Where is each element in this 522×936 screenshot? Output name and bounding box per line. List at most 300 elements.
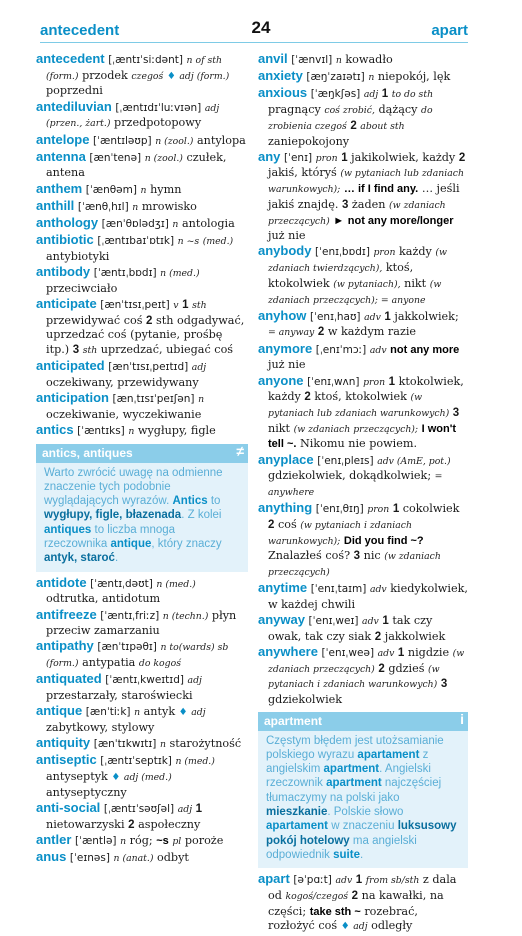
entry-text: ♦ bbox=[178, 707, 188, 719]
entry-text: , który znaczy bbox=[151, 538, 222, 551]
entry-text: już nie bbox=[268, 358, 306, 372]
entry-text: adv bbox=[369, 584, 387, 596]
entry-anymore bbox=[258, 342, 468, 373]
entry-text: (w zdaniach przeczących); bbox=[293, 423, 419, 435]
entry-text: Warto zwrócić uwagę na odmienne znaczenie tych podobnie wyglądających wyrazów. bbox=[44, 466, 223, 508]
entry-text: przeciwciało bbox=[46, 281, 118, 295]
entry-text: z dala od bbox=[268, 873, 457, 902]
entry-text: antifreeze bbox=[36, 606, 97, 622]
entry-text: [ˈænθˌhɪl] bbox=[77, 200, 129, 213]
entry-text: [ˈæntɪˌkweɪtɪd] bbox=[105, 674, 184, 687]
entry-anyhow bbox=[258, 309, 468, 341]
entry-text: anything bbox=[258, 500, 313, 516]
entry-text: antidote bbox=[36, 574, 87, 590]
entry-text: jakiś, któryś bbox=[268, 166, 337, 180]
note-box-apartment bbox=[258, 712, 468, 868]
entry-text: przewidywać coś bbox=[46, 313, 143, 327]
note-box-body bbox=[258, 731, 468, 863]
entry-text: antiques bbox=[44, 523, 92, 536]
entry-text: pron bbox=[367, 504, 390, 516]
entry-text: uprzedzać, ubiegać coś bbox=[100, 343, 234, 357]
entry-text: (w pytaniach lub zdaniach warunkowych) bbox=[268, 392, 450, 419]
entry-text: 2 bbox=[128, 818, 135, 831]
entry-text: antyseptyczny bbox=[46, 785, 127, 799]
entry-text: (w pytaniach i zdaniach warunkowych) bbox=[268, 663, 440, 691]
entry-text: anytime bbox=[258, 580, 308, 596]
entry-text: 1 bbox=[384, 310, 391, 323]
entry-text: hymn bbox=[150, 182, 182, 196]
entry-text: 1 bbox=[182, 299, 189, 312]
entry-text: kowadło bbox=[345, 53, 393, 66]
entry-text: 3 bbox=[452, 406, 460, 419]
entry-anyplace bbox=[258, 453, 468, 501]
entry-text: apartament bbox=[266, 820, 328, 833]
entry-text: [ˈenɪˌθɪŋ] bbox=[315, 503, 364, 516]
entry-text: wygłupy, figle, błazenada bbox=[44, 509, 182, 522]
entry-text: [ˈenɪˌweɪ] bbox=[308, 615, 359, 628]
entry-anvil bbox=[258, 52, 468, 69]
entry-text: antics bbox=[36, 422, 74, 438]
entry-text: adv bbox=[364, 311, 381, 323]
entry-text: 2 bbox=[458, 151, 466, 164]
entry-anticipate bbox=[36, 297, 248, 359]
entry-antibiotic bbox=[36, 233, 248, 264]
entry-text: nietowarzyski bbox=[46, 817, 125, 831]
entry-text: antiquity bbox=[36, 735, 91, 751]
entry-text: anti-social bbox=[36, 800, 101, 815]
entry-text: antecedent bbox=[36, 51, 105, 66]
entry-text: sth odgadywać, uprzedzać coś (pytanie, prośbę itp.) bbox=[46, 313, 245, 357]
not-equal-icon: ≠ bbox=[236, 442, 244, 459]
entry-text: adj bbox=[177, 804, 193, 815]
entry-text: przedpotopowy bbox=[114, 116, 202, 130]
entry-text: n (med.) bbox=[156, 578, 196, 590]
entry-text: ♦ bbox=[111, 772, 121, 784]
entry-text: n bbox=[140, 184, 147, 196]
entry-text: 2 bbox=[268, 518, 275, 531]
entry-anticipated bbox=[36, 359, 248, 390]
entry-text: [æŋˈzaɪətɪ] bbox=[306, 71, 365, 84]
entry-text: adv bbox=[377, 648, 395, 660]
entry-text: antelope bbox=[36, 131, 90, 147]
entry-text: anyhow bbox=[258, 307, 307, 323]
entry-anywhere bbox=[258, 645, 468, 708]
entry-text: dążący bbox=[378, 103, 418, 117]
entry-text: n (zool.) bbox=[144, 152, 183, 164]
entry-text: anyone bbox=[258, 372, 304, 388]
entry-text: 1 bbox=[195, 803, 203, 815]
entry-text: antiseptic bbox=[36, 752, 97, 768]
entry-text: [ˌæntɪˈseptɪk] bbox=[100, 755, 172, 768]
entry-anything bbox=[258, 501, 468, 581]
entry-text: [ˌæntɪˈsəʊʃəl] bbox=[103, 803, 175, 815]
entry-anthology bbox=[36, 216, 248, 233]
entry-text: nikt bbox=[268, 421, 291, 435]
entry-antelope bbox=[36, 133, 248, 150]
entry-text: anvil bbox=[258, 51, 288, 66]
entry-text: gdziekolwiek bbox=[268, 693, 343, 707]
entry-text: 2 bbox=[351, 889, 359, 902]
entry-text: mieszkanie bbox=[266, 806, 328, 819]
entry-text: (w zdaniach przeczących) bbox=[268, 199, 446, 227]
entry-anytime bbox=[258, 581, 468, 612]
entry-text: pron bbox=[363, 376, 386, 388]
entry-text: adv bbox=[335, 875, 353, 887]
entry-text: najczęściej tłumaczymy na polski jako bbox=[266, 777, 442, 804]
entry-text: cokolwiek bbox=[402, 502, 460, 516]
entry-text: antyseptyk bbox=[46, 770, 108, 784]
left-column bbox=[36, 52, 248, 867]
entry-text: przestarzały, staroświecki bbox=[46, 689, 193, 703]
entry-text: kogoś/czegoś bbox=[285, 890, 349, 902]
entry-text: w znaczeniu bbox=[331, 820, 395, 833]
entry-antler bbox=[36, 833, 248, 850]
entry-text: [ˈænvɪl] bbox=[291, 54, 333, 66]
entry-text: [ˈenɪˌhaʊ] bbox=[309, 310, 361, 323]
entry-text: . Angielski rzeczownik bbox=[266, 763, 431, 790]
entry-text: płyn przeciw zamarzaniu bbox=[46, 608, 237, 638]
entry-text: 1 bbox=[388, 375, 396, 388]
entry-text: 3 bbox=[72, 344, 80, 357]
entry-text: anywhere bbox=[258, 644, 318, 660]
entry-text: adj bbox=[353, 921, 368, 933]
entry-text: pl bbox=[172, 835, 182, 847]
entry-anus bbox=[36, 850, 248, 867]
entry-text: róg; bbox=[129, 833, 153, 847]
right-column bbox=[258, 52, 468, 936]
entry-text: aspołeczny bbox=[138, 817, 201, 831]
entry-text: każdy bbox=[399, 245, 432, 259]
entry-text: 3 bbox=[341, 198, 349, 211]
entry-text: antics, antiques bbox=[42, 445, 133, 460]
entry-text: 1 bbox=[355, 874, 363, 887]
entry-text: [ˈæntɪləʊp] bbox=[93, 134, 152, 147]
entry-text: odbyt bbox=[157, 851, 189, 865]
entry-text: mrowisko bbox=[141, 199, 197, 213]
entry-antiquated bbox=[36, 672, 248, 703]
entry-text: [ˈæntɪks] bbox=[77, 425, 125, 438]
entry-text: adj bbox=[191, 362, 207, 374]
entry-text: [ˈeɪnəs] bbox=[69, 852, 110, 865]
entry-text: antylopa bbox=[196, 133, 246, 147]
entry-text: pron bbox=[373, 247, 396, 259]
entry-text: przodek bbox=[82, 68, 128, 82]
entry-text: starożytność bbox=[169, 737, 242, 751]
page-number: 24 bbox=[251, 18, 271, 37]
entry-text: adj bbox=[363, 89, 379, 101]
entry-text: from sb/sth bbox=[365, 875, 420, 887]
entry-text: [ˈenɪ] bbox=[283, 151, 313, 164]
entry-text: [ˌæntɪdɪˈluːvɪən] bbox=[115, 101, 202, 114]
entry-text: żaden bbox=[351, 197, 386, 211]
entry-text: . bbox=[114, 552, 119, 565]
entry-anticipation bbox=[36, 391, 248, 422]
entry-antics bbox=[36, 423, 248, 440]
entry-antibody bbox=[36, 265, 248, 296]
entry-text: to bbox=[210, 495, 221, 508]
entry-text: wygłupy, figle bbox=[137, 424, 216, 438]
entry-anxiety bbox=[258, 69, 468, 86]
entry-anyway bbox=[258, 613, 468, 644]
entry-text: [əˈpɑːt] bbox=[293, 874, 332, 887]
entry-text: [ænˈθɒlədʒɪ] bbox=[101, 218, 169, 231]
entry-text: n (techn.) bbox=[162, 610, 209, 622]
entry-antediluvian bbox=[36, 100, 248, 132]
entry-text: 2 bbox=[304, 391, 311, 404]
entry-text: n bbox=[120, 835, 127, 847]
entry-text: 1 bbox=[397, 647, 405, 660]
entry-text: ma angielski odpowiednik bbox=[266, 834, 417, 861]
entry-text: antipathy bbox=[36, 638, 94, 654]
entry-text: anxiety bbox=[258, 68, 303, 84]
entry-text: [ænˈtenə] bbox=[89, 151, 142, 164]
entry-text: any bbox=[258, 148, 281, 164]
entry-text: … jeśli jakiś znajdę. bbox=[268, 182, 460, 211]
entry-text: antique bbox=[110, 538, 152, 551]
entry-text: [ˈenɪˌwʌn] bbox=[307, 375, 360, 388]
header-rule bbox=[40, 42, 468, 43]
entry-text: [ænˈtɪsɪˌpeɪtɪd] bbox=[108, 361, 189, 374]
entry-text: antiquated bbox=[36, 671, 102, 687]
entry-text: rozebrać, rozłożyć coś bbox=[268, 904, 418, 933]
note-box-title bbox=[258, 712, 468, 731]
entry-text: n (zool.) bbox=[155, 135, 194, 147]
note-box-antics bbox=[36, 444, 248, 572]
entry-text: gdziekolwiek, dokądkolwiek; bbox=[268, 469, 432, 483]
entry-text: Częstym błędem jest utożsamianie polskiego wyrazu bbox=[266, 734, 444, 761]
arrow-icon: ► bbox=[333, 214, 345, 227]
entry-text: n (anat.) bbox=[113, 853, 154, 865]
entry-text: [ˌæntɪbaɪˈɒtɪk] bbox=[97, 235, 175, 248]
entry-text: [ˈenɪˌweə] bbox=[321, 647, 375, 660]
entry-text: 2 bbox=[146, 314, 153, 327]
entry-text: 1 bbox=[381, 88, 389, 101]
entry-text: [ˈæŋkʃəs] bbox=[310, 88, 361, 101]
entry-text: [ˈenɪˌbɒdɪ] bbox=[315, 246, 370, 259]
entry-anxious bbox=[258, 86, 468, 149]
entry-text: not any more bbox=[390, 343, 460, 356]
entry-text: n bbox=[172, 219, 179, 231]
entry-text: [ˌæntɪˈsiːdənt] bbox=[108, 54, 183, 66]
page-header bbox=[0, 0, 522, 44]
entry-text: [ænˈtiːk] bbox=[85, 706, 131, 719]
entry-text: poroże bbox=[184, 833, 224, 847]
entry-text: apartment bbox=[326, 777, 382, 790]
entry-text: tak czy owak, tak czy siak bbox=[268, 614, 433, 643]
entry-text: coś bbox=[277, 517, 297, 531]
entry-text: nikt bbox=[404, 276, 427, 290]
entry-text: n bbox=[335, 55, 342, 66]
entry-text: (w zdaniach twierdzących), bbox=[268, 247, 448, 275]
entry-text: adj bbox=[191, 707, 206, 719]
entry-text: antybiotyki bbox=[46, 249, 110, 263]
entry-text: … if I find any. bbox=[343, 183, 419, 196]
entry-text: apartment bbox=[323, 763, 380, 776]
entry-text: odtrutka, antidotum bbox=[46, 592, 161, 606]
entry-text: adj (form.) bbox=[179, 70, 230, 82]
entry-anthem bbox=[36, 182, 248, 199]
header-first-entry: antecedent bbox=[40, 22, 120, 39]
entry-text: oczekiwanie, wyczekiwanie bbox=[46, 407, 202, 421]
entry-text: . bbox=[359, 848, 364, 861]
entry-text: n bbox=[134, 707, 141, 719]
entry-text: gdzieś bbox=[388, 661, 425, 675]
entry-text: czułek, antena bbox=[46, 150, 227, 180]
entry-text: anyplace bbox=[258, 451, 314, 467]
entry-text: [ˈenɪˌtaɪm] bbox=[310, 583, 367, 596]
entry-text: (w zdaniach przeczących); = anyone bbox=[268, 278, 442, 306]
entry-text: antique bbox=[36, 703, 83, 719]
entry-text: Znalazłeś coś? bbox=[268, 549, 351, 563]
entry-text: anyway bbox=[258, 612, 305, 628]
entry-text: Nikomu nie powiem. bbox=[300, 437, 418, 451]
entry-text: take sth ~ bbox=[309, 905, 361, 918]
entry-text: 3 bbox=[440, 678, 448, 691]
entry-text: about sth bbox=[360, 120, 405, 132]
entry-text: 1 bbox=[392, 503, 400, 516]
entry-text: jakkolwiek bbox=[384, 629, 446, 643]
entry-text: adv (AmE, pot.) bbox=[377, 455, 451, 467]
entry-text: apartament bbox=[357, 748, 420, 761]
entry-text: antyk bbox=[143, 705, 176, 719]
entry-text: suite bbox=[333, 848, 360, 861]
entry-text: [ˌenɪˈmɔː] bbox=[315, 343, 367, 356]
entry-text: antologia bbox=[181, 217, 235, 231]
entry-text: ktoś, ktokolwiek bbox=[314, 390, 407, 404]
entry-text: zabytkowy, stylowy bbox=[46, 720, 155, 734]
entry-text: anymore bbox=[258, 340, 313, 356]
entry-anyone bbox=[258, 374, 468, 453]
entry-text: 2 bbox=[378, 662, 385, 675]
entry-text: anticipate bbox=[36, 296, 97, 312]
entry-text: [ˈæntlə] bbox=[74, 834, 117, 847]
entry-text: do kogoś bbox=[138, 658, 181, 670]
entry-text: ♦ bbox=[166, 70, 176, 82]
entry-text: [ˈæntɪˌbɒdɪ] bbox=[93, 267, 157, 280]
note-box-title bbox=[36, 444, 248, 463]
entry-text: 2 bbox=[374, 630, 382, 643]
entry-text: do zrobienia czegoś bbox=[268, 105, 433, 132]
entry-text: 2 bbox=[350, 119, 357, 132]
entry-text: 1 bbox=[382, 615, 389, 628]
entry-text: coś zrobić, bbox=[324, 105, 375, 117]
entry-text: n bbox=[198, 394, 205, 406]
entry-text: anticipated bbox=[36, 358, 105, 374]
entry-text: v bbox=[173, 300, 179, 312]
entry-antifreeze bbox=[36, 608, 248, 639]
entry-text: antenna bbox=[36, 148, 86, 164]
entry-text: antibiotic bbox=[36, 232, 94, 248]
note-box-body bbox=[36, 463, 248, 566]
entry-text: czegoś bbox=[131, 70, 164, 82]
entry-text: ♦ bbox=[340, 921, 350, 933]
entry-text: n bbox=[368, 72, 375, 84]
entry-text: adj bbox=[187, 675, 202, 687]
entry-text: anybody bbox=[258, 243, 312, 259]
entry-text: [ænˈtɪpəθɪ] bbox=[97, 641, 157, 654]
entry-text: ~s bbox=[156, 834, 169, 847]
entry-text: n (med.) bbox=[160, 268, 200, 280]
entry-text: [ænˈtɪkwɪtɪ] bbox=[93, 738, 157, 751]
entry-text: . Polskie słowo bbox=[327, 806, 404, 819]
entry-text: kiedykolwiek, w każdej chwili bbox=[268, 582, 468, 611]
entry-text: w każdym razie bbox=[327, 325, 417, 339]
entry-text: I won't tell ~. bbox=[268, 422, 457, 451]
entry-text: (w pytaniach), bbox=[333, 278, 401, 290]
entry-anybody bbox=[258, 244, 468, 308]
entry-text: [ˈænθəm] bbox=[85, 183, 137, 196]
entry-anthill bbox=[36, 199, 248, 216]
entry-text: anticipation bbox=[36, 390, 109, 406]
entry-any bbox=[258, 150, 468, 244]
info-icon: i bbox=[460, 710, 464, 727]
entry-text: (w zdaniach przeczących) bbox=[268, 648, 465, 675]
entry-text: ktokolwiek, każdy bbox=[268, 374, 464, 404]
entry-text: poprzedni bbox=[46, 84, 103, 98]
entry-text: n ~s bbox=[177, 236, 200, 248]
entry-text: adj (przen., żart.) bbox=[46, 102, 220, 130]
entry-text: niepokój, lęk bbox=[377, 70, 451, 84]
entry-text: anthology bbox=[36, 215, 99, 231]
entry-text: n bbox=[128, 426, 135, 438]
entry-text: antyk, staroć bbox=[44, 552, 115, 565]
entry-antecedent bbox=[36, 52, 248, 99]
entry-apart bbox=[258, 872, 468, 935]
entry-antique bbox=[36, 704, 248, 735]
entry-text: adj (med.) bbox=[123, 772, 172, 784]
entry-text: pron bbox=[315, 152, 338, 164]
entry-text: anus bbox=[36, 849, 67, 865]
header-last-entry: apart bbox=[431, 22, 468, 39]
entry-text: 2 bbox=[317, 326, 325, 339]
entry-text: antypatia bbox=[82, 656, 136, 670]
entry-antenna bbox=[36, 150, 248, 181]
entry-text: apart bbox=[258, 871, 290, 887]
entry-text: nic bbox=[363, 549, 381, 563]
entry-text: Antics bbox=[172, 495, 208, 508]
entry-text: adv bbox=[369, 344, 387, 356]
entry-antipathy bbox=[36, 639, 248, 671]
entry-text: n bbox=[132, 201, 139, 213]
entry-text: adv bbox=[362, 616, 379, 628]
entry-text: to do sth bbox=[391, 89, 434, 101]
entry-text: antibody bbox=[36, 264, 91, 280]
entry-text: nigdzie bbox=[407, 646, 450, 660]
entry-text: odległy bbox=[371, 919, 413, 933]
entry-text: z angielskim bbox=[266, 748, 429, 776]
entry-text: sth bbox=[82, 345, 98, 357]
entry-text: sth bbox=[192, 300, 207, 312]
entry-antiseptic bbox=[36, 753, 248, 800]
entry-text: antler bbox=[36, 831, 72, 847]
entry-antiquity bbox=[36, 736, 248, 753]
entry-text: [ˈenɪˌpleɪs] bbox=[317, 454, 374, 467]
entry-text: pragnący bbox=[268, 103, 321, 117]
entry-text: na kawałki, na części; bbox=[268, 888, 444, 918]
entry-text: apartment bbox=[264, 713, 323, 728]
entry-text: n bbox=[159, 739, 166, 751]
entry-text: to liczba mnoga rzeczownika bbox=[44, 523, 176, 551]
entry-text: . bbox=[181, 509, 185, 522]
entry-text: (med.) bbox=[202, 236, 234, 248]
entry-text: 3 bbox=[353, 550, 361, 563]
entry-text: jakikolwiek, każdy bbox=[351, 150, 456, 164]
entry-text: n (med.) bbox=[175, 756, 215, 768]
entry-text: anxious bbox=[258, 85, 308, 101]
entry-text: anthem bbox=[36, 180, 83, 196]
entry-text: = anywhere bbox=[268, 471, 443, 498]
entry-text: luksusowy pokój hotelowy bbox=[266, 820, 457, 847]
